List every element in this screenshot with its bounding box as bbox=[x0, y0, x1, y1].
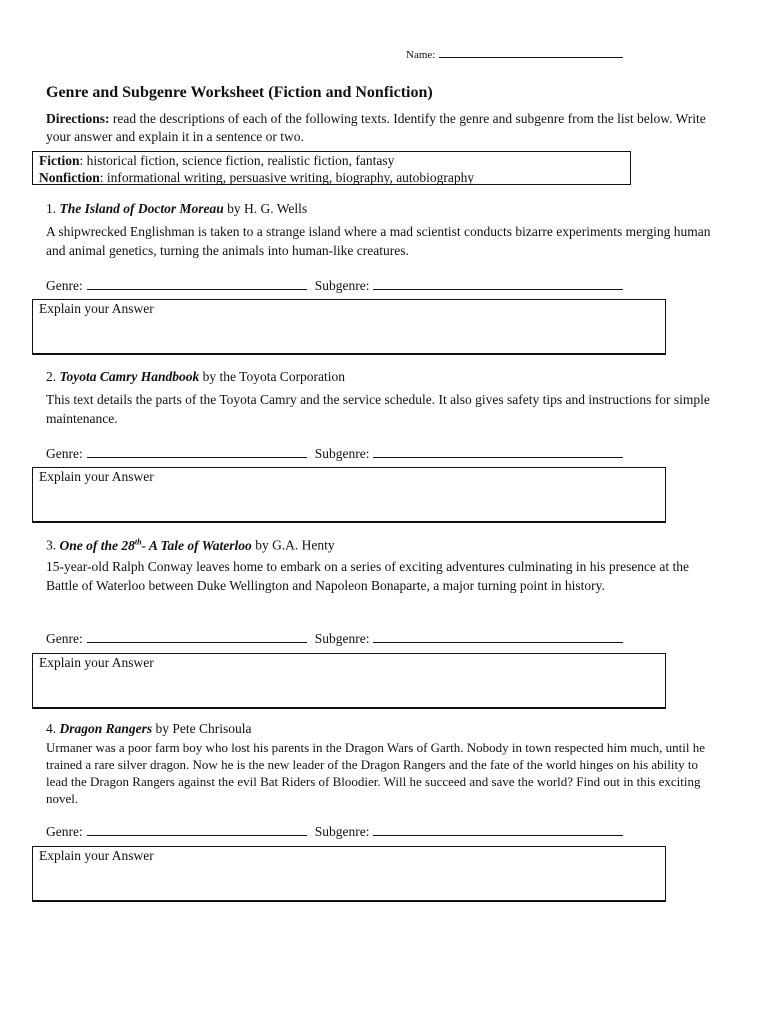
item-1-answer-row bbox=[46, 277, 623, 294]
name-label: Name: bbox=[406, 49, 436, 61]
item-3-heading bbox=[46, 537, 335, 554]
item-1-explain-box[interactable] bbox=[32, 299, 666, 355]
item-3-description: 15-year-old Ralph Conway leaves home to embark on a series of exciting adventures culminating in his presence at the Battle of Waterloo between Duke Wellington and Napoleon Bonaparte, a major turning point in history. bbox=[46, 559, 690, 593]
explain-label: Explain your Answer bbox=[39, 848, 154, 863]
book-author: by Pete Chrisoula bbox=[152, 721, 252, 736]
subgenre-blank[interactable] bbox=[373, 823, 623, 836]
item-1-heading bbox=[46, 201, 307, 217]
item-3-answer-row bbox=[46, 630, 623, 647]
name-blank-line[interactable] bbox=[439, 46, 623, 58]
explain-label: Explain your Answer bbox=[39, 469, 154, 484]
genre-blank[interactable] bbox=[87, 823, 307, 836]
genre-blank[interactable] bbox=[87, 445, 307, 458]
directions-label: Directions: bbox=[46, 111, 110, 126]
item-number: 4. bbox=[46, 721, 57, 736]
genre-list-box bbox=[32, 151, 631, 185]
genre-label: Genre: bbox=[46, 278, 83, 293]
item-2-description: This text details the parts of the Toyota Camry and the service schedule. It also gives safety tips and instructions for simple maintenance. bbox=[46, 392, 710, 426]
book-title: Dragon Rangers bbox=[59, 721, 153, 736]
name-field bbox=[406, 46, 623, 61]
nonfiction-row bbox=[39, 170, 624, 187]
book-title: The Island of Doctor Moreau bbox=[59, 201, 224, 216]
fiction-subgenres: : historical fiction, science fiction, realistic fiction, fantasy bbox=[79, 153, 395, 168]
book-title: Toyota Camry Handbook bbox=[59, 369, 200, 384]
page-title: Genre and Subgenre Worksheet (Fiction and Nonfiction) bbox=[46, 84, 433, 101]
fiction-label: Fiction bbox=[39, 153, 80, 168]
explain-label: Explain your Answer bbox=[39, 301, 154, 316]
fiction-row bbox=[39, 153, 624, 170]
subgenre-label: Subgenre: bbox=[314, 824, 370, 839]
book-author: by the Toyota Corporation bbox=[199, 369, 346, 384]
item-2-explain-box[interactable] bbox=[32, 467, 666, 523]
item-1-description: A shipwrecked Englishman is taken to a strange island where a mad scientist conducts bizarre experiments merging human and animal genetics, turning the animals into human-like creatures. bbox=[46, 224, 711, 258]
book-author: by H. G. Wells bbox=[223, 201, 308, 216]
subgenre-blank[interactable] bbox=[373, 277, 623, 290]
subgenre-label: Subgenre: bbox=[314, 446, 370, 461]
subgenre-label: Subgenre: bbox=[314, 278, 370, 293]
nonfiction-subgenres: : informational writing, persuasive writing, biography, autobiography bbox=[99, 169, 475, 185]
book-author: by G.A. Henty bbox=[251, 537, 335, 553]
item-number: 3. bbox=[46, 537, 57, 553]
subgenre-blank[interactable] bbox=[373, 630, 623, 643]
explain-label: Explain your Answer bbox=[39, 655, 154, 670]
subgenre-blank[interactable] bbox=[373, 445, 623, 458]
item-4-description: Urmaner was a poor farm boy who lost his parents in the Dragon Wars of Garth. Nobody in town respected him much, until he trained a rare silver dragon. Now he is the new leader of the Dragon Rangers and the fate of the world hinges on his ability to lead the Dragon Rangers against the evil Bat Riders of Bloodier. Will he succeed and save the world? Find out in this exciting novel. bbox=[46, 740, 706, 806]
item-number: 2. bbox=[46, 369, 57, 384]
item-number: 1. bbox=[46, 201, 57, 216]
item-3-explain-box[interactable] bbox=[32, 653, 666, 709]
directions-text: read the descriptions of each of the following texts. Identify the genre and subgenre from the list below. Write your answer and explain it in a sentence or two. bbox=[46, 111, 706, 144]
directions bbox=[46, 110, 726, 146]
book-title: One of the 28th- A Tale of Waterloo bbox=[59, 537, 252, 553]
item-2-heading bbox=[46, 369, 345, 385]
genre-blank[interactable] bbox=[87, 630, 307, 643]
item-4-answer-row bbox=[46, 823, 623, 840]
item-4-explain-box[interactable] bbox=[32, 846, 666, 902]
subgenre-label: Subgenre: bbox=[314, 631, 370, 646]
genre-label: Genre: bbox=[46, 446, 83, 461]
genre-label: Genre: bbox=[46, 824, 83, 839]
genre-label: Genre: bbox=[46, 631, 83, 646]
genre-blank[interactable] bbox=[87, 277, 307, 290]
nonfiction-label: Nonfiction bbox=[39, 169, 100, 185]
item-2-answer-row bbox=[46, 445, 623, 462]
item-4-heading bbox=[46, 721, 252, 737]
